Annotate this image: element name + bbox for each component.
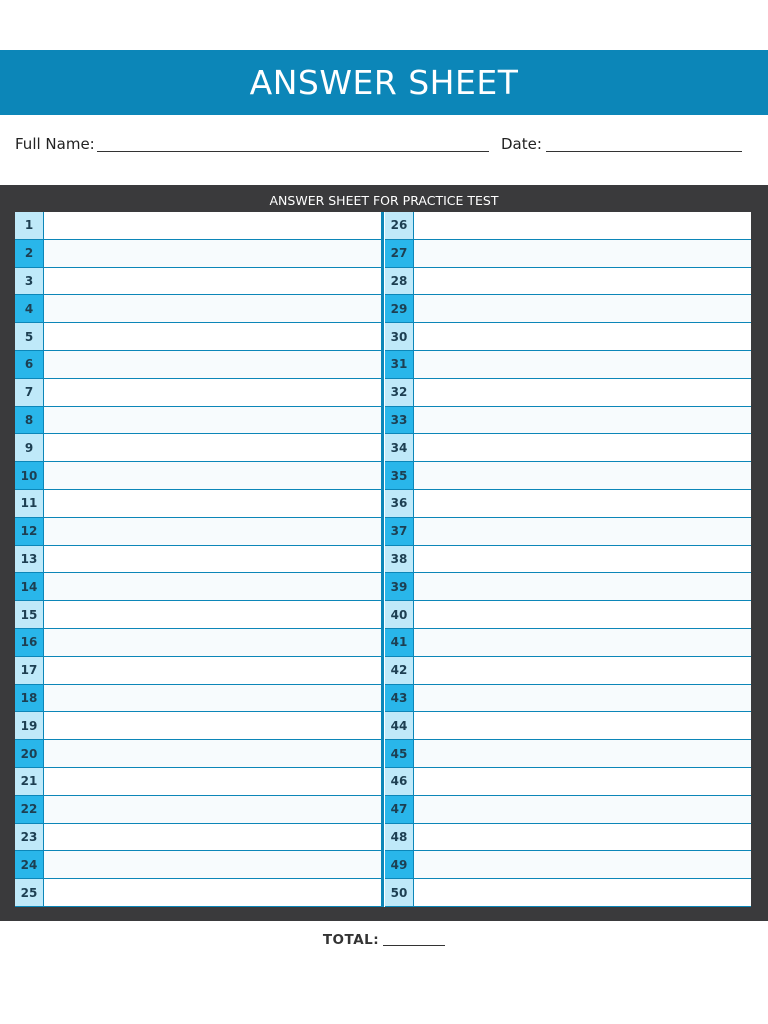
answer-field[interactable] [44,379,381,406]
answer-row [15,490,381,518]
answer-row [385,657,751,685]
question-number: 22 [15,796,44,823]
answer-frame [0,185,768,921]
answer-field[interactable] [44,434,381,461]
answer-field[interactable] [414,685,751,712]
answer-field[interactable] [44,351,381,378]
answer-row [385,712,751,740]
answer-row [15,712,381,740]
question-number: 48 [385,824,414,851]
page-title: ANSWER SHEET [249,63,519,102]
question-number: 15 [15,601,44,628]
date-field[interactable] [546,151,742,152]
question-number: 18 [15,685,44,712]
answer-row [385,851,751,879]
answer-row [15,768,381,796]
full-name-field[interactable] [97,151,489,152]
question-number: 28 [385,268,414,295]
answer-row [385,573,751,601]
answer-row [385,740,751,768]
question-number: 37 [385,518,414,545]
answer-row [385,407,751,435]
answer-row [385,323,751,351]
question-number: 26 [385,212,414,239]
question-number: 45 [385,740,414,767]
answer-field[interactable] [414,657,751,684]
answer-field[interactable] [414,796,751,823]
question-number: 2 [15,240,44,267]
answer-field[interactable] [44,657,381,684]
sheet-title: ANSWER SHEET FOR PRACTICE TEST [269,193,499,208]
answer-row [15,462,381,490]
answer-field[interactable] [44,240,381,267]
answer-row [385,268,751,296]
answer-row [15,796,381,824]
question-number: 1 [15,212,44,239]
answer-field[interactable] [44,685,381,712]
question-number: 39 [385,573,414,600]
answer-row [385,629,751,657]
question-number: 33 [385,407,414,434]
question-number: 38 [385,546,414,573]
question-number: 24 [15,851,44,878]
question-number: 6 [15,351,44,378]
answer-field[interactable] [414,546,751,573]
answer-field[interactable] [414,407,751,434]
answer-row [15,879,381,907]
question-number: 49 [385,851,414,878]
answer-field[interactable] [44,712,381,739]
question-number: 36 [385,490,414,517]
answer-column-right [385,212,751,907]
answer-row [15,546,381,574]
answer-field[interactable] [44,323,381,350]
question-number: 41 [385,629,414,656]
answer-row [385,685,751,713]
answer-field[interactable] [44,879,381,906]
question-number: 23 [15,824,44,851]
answer-field[interactable] [44,295,381,322]
total-field[interactable] [383,945,445,946]
answer-row [15,518,381,546]
question-number: 3 [15,268,44,295]
answer-field[interactable] [414,518,751,545]
answer-field[interactable] [414,879,751,906]
answer-field[interactable] [414,351,751,378]
answer-field[interactable] [414,573,751,600]
answer-row [385,768,751,796]
answer-row [385,601,751,629]
answer-row [385,379,751,407]
question-number: 47 [385,796,414,823]
answer-field[interactable] [414,212,751,239]
question-number: 10 [15,462,44,489]
question-number: 11 [15,490,44,517]
answer-grid [15,212,751,907]
answer-field[interactable] [44,462,381,489]
answer-row [385,824,751,852]
answer-row [15,685,381,713]
total-label: TOTAL: [322,932,380,948]
answer-field[interactable] [414,768,751,795]
question-number: 46 [385,768,414,795]
answer-row [15,573,381,601]
answer-row [385,351,751,379]
answer-column-left [15,212,384,907]
answer-row [15,240,381,268]
answer-row [15,295,381,323]
question-number: 43 [385,685,414,712]
answer-row [15,629,381,657]
answer-row [385,879,751,907]
answer-row [385,295,751,323]
answer-row [385,212,751,240]
question-number: 9 [15,434,44,461]
answer-field[interactable] [44,268,381,295]
answer-row [15,351,381,379]
answer-field[interactable] [414,268,751,295]
answer-row [15,268,381,296]
answer-row [385,490,751,518]
question-number: 17 [15,657,44,684]
full-name-label: Full Name: [15,135,95,153]
question-number: 4 [15,295,44,322]
question-number: 29 [385,295,414,322]
answer-row [15,851,381,879]
header-banner [0,50,768,115]
answer-field[interactable] [44,407,381,434]
question-number: 42 [385,657,414,684]
answer-row [15,740,381,768]
answer-field[interactable] [44,518,381,545]
total-row [0,932,768,948]
question-number: 16 [15,629,44,656]
answer-field[interactable] [414,462,751,489]
answer-field[interactable] [414,434,751,461]
question-number: 21 [15,768,44,795]
answer-field[interactable] [44,546,381,573]
answer-row [15,824,381,852]
question-number: 20 [15,740,44,767]
answer-field[interactable] [44,212,381,239]
question-number: 35 [385,462,414,489]
answer-row [385,518,751,546]
answer-row [385,240,751,268]
answer-row [385,546,751,574]
question-number: 44 [385,712,414,739]
date-label: Date: [501,135,542,153]
answer-field[interactable] [44,740,381,767]
question-number: 19 [15,712,44,739]
question-number: 5 [15,323,44,350]
answer-field[interactable] [414,712,751,739]
question-number: 25 [15,879,44,906]
answer-field[interactable] [414,629,751,656]
answer-row [15,434,381,462]
answer-row [15,212,381,240]
answer-field[interactable] [414,240,751,267]
answer-field[interactable] [44,851,381,878]
answer-row [15,323,381,351]
answer-row [385,796,751,824]
question-number: 50 [385,879,414,906]
answer-field[interactable] [44,768,381,795]
answer-field[interactable] [44,601,381,628]
question-number: 7 [15,379,44,406]
answer-field[interactable] [414,851,751,878]
answer-field[interactable] [44,796,381,823]
info-row [15,133,743,157]
answer-field[interactable] [414,740,751,767]
question-number: 32 [385,379,414,406]
answer-row [15,657,381,685]
answer-field[interactable] [44,824,381,851]
question-number: 14 [15,573,44,600]
answer-row [15,407,381,435]
answer-row [15,601,381,629]
question-number: 40 [385,601,414,628]
question-number: 30 [385,323,414,350]
answer-row [15,379,381,407]
question-number: 13 [15,546,44,573]
answer-field[interactable] [414,601,751,628]
answer-field[interactable] [44,629,381,656]
answer-field[interactable] [44,490,381,517]
answer-field[interactable] [414,379,751,406]
answer-field[interactable] [44,573,381,600]
answer-row [385,462,751,490]
question-number: 31 [385,351,414,378]
answer-field[interactable] [414,824,751,851]
question-number: 34 [385,434,414,461]
answer-field[interactable] [414,295,751,322]
answer-field[interactable] [414,323,751,350]
answer-field[interactable] [414,490,751,517]
question-number: 27 [385,240,414,267]
answer-row [385,434,751,462]
question-number: 8 [15,407,44,434]
question-number: 12 [15,518,44,545]
